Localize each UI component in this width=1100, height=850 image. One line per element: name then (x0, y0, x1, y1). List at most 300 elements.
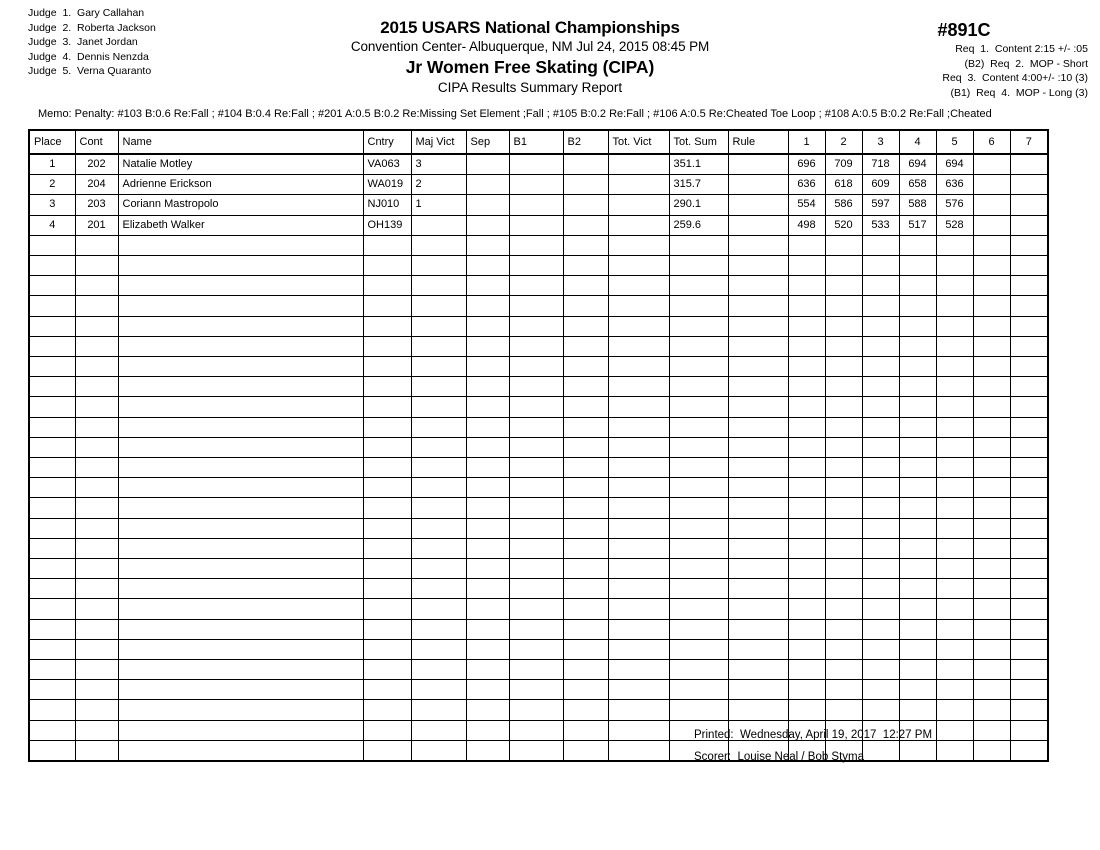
cell-empty (788, 579, 825, 599)
cell-empty (936, 700, 973, 720)
cell-b1 (509, 154, 563, 175)
cell-empty (608, 498, 669, 518)
cell-empty (1010, 740, 1048, 761)
cell-empty (728, 397, 788, 417)
cell-judge-6 (973, 154, 1010, 175)
cell-empty (973, 276, 1010, 296)
table-header-row (29, 130, 1048, 154)
cell-empty (75, 680, 118, 700)
table-row-empty (29, 619, 1048, 639)
cell-empty (899, 316, 936, 336)
cell-empty (936, 740, 973, 761)
cell-empty (118, 579, 363, 599)
cell-empty (1010, 518, 1048, 538)
cell-tot_sum: 259.6 (669, 215, 728, 235)
cell-empty (411, 498, 466, 518)
cell-empty (669, 336, 728, 356)
cell-empty (862, 639, 899, 659)
cell-empty (75, 478, 118, 498)
cell-empty (509, 498, 563, 518)
cell-empty (825, 417, 862, 437)
table-row-empty (29, 417, 1048, 437)
cell-empty (363, 660, 411, 680)
cell-empty (728, 639, 788, 659)
cell-empty (1010, 660, 1048, 680)
cell-empty (363, 538, 411, 558)
cell-empty (363, 316, 411, 336)
cell-empty (411, 235, 466, 255)
cell-empty (669, 458, 728, 478)
cell-empty (29, 316, 75, 336)
cell-empty (608, 740, 669, 761)
table-row-empty (29, 599, 1048, 619)
judge-entry-4: Judge 4. Dennis Nenzda (28, 50, 149, 63)
cell-empty (411, 680, 466, 700)
cell-empty (728, 700, 788, 720)
cell-empty (466, 700, 509, 720)
cell-empty (1010, 538, 1048, 558)
cell-empty (788, 437, 825, 457)
cell-empty (899, 276, 936, 296)
cell-empty (29, 740, 75, 761)
cell-empty (75, 316, 118, 336)
cell-empty (563, 740, 608, 761)
cell-empty (29, 437, 75, 457)
cell-empty (411, 579, 466, 599)
cell-empty (75, 559, 118, 579)
event-title: Jr Women Free Skating (CIPA) (405, 57, 655, 77)
cell-empty (466, 498, 509, 518)
cell-empty (862, 417, 899, 437)
cell-cont: 202 (75, 154, 118, 175)
cell-judge-3: 609 (862, 175, 899, 195)
cell-empty (973, 377, 1010, 397)
cell-empty (509, 296, 563, 316)
cell-tot_sum: 351.1 (669, 154, 728, 175)
cell-empty (936, 296, 973, 316)
cell-empty (936, 256, 973, 276)
report-subtitle: CIPA Results Summary Report (437, 80, 623, 95)
cell-empty (973, 639, 1010, 659)
cell-empty (669, 417, 728, 437)
cell-empty (75, 660, 118, 680)
cell-empty (411, 276, 466, 296)
cell-empty (411, 740, 466, 761)
cell-empty (29, 276, 75, 296)
cell-empty (936, 437, 973, 457)
cell-empty (509, 478, 563, 498)
cell-empty (608, 377, 669, 397)
cell-empty (466, 579, 509, 599)
cell-empty (608, 458, 669, 478)
cell-empty (118, 700, 363, 720)
cell-empty (75, 599, 118, 619)
cell-empty (973, 680, 1010, 700)
report-header (0, 0, 1100, 102)
title-block (260, 18, 800, 97)
cell-empty (788, 599, 825, 619)
cell-empty (29, 417, 75, 437)
cell-empty (788, 660, 825, 680)
cell-empty (788, 235, 825, 255)
cell-empty (75, 538, 118, 558)
cell-rule (728, 215, 788, 235)
table-row-empty (29, 498, 1048, 518)
cell-empty (608, 235, 669, 255)
cell-empty (899, 498, 936, 518)
cell-empty (75, 458, 118, 478)
cell-empty (1010, 619, 1048, 639)
cell-empty (973, 740, 1010, 761)
cell-empty (788, 538, 825, 558)
table-row-empty (29, 377, 1048, 397)
cell-empty (1010, 559, 1048, 579)
cell-tot_vict (608, 215, 669, 235)
cell-empty (411, 316, 466, 336)
table-row-empty (29, 235, 1048, 255)
cell-empty (936, 538, 973, 558)
cell-empty (1010, 498, 1048, 518)
table-row-empty (29, 579, 1048, 599)
cell-empty (862, 700, 899, 720)
cell-empty (363, 720, 411, 740)
cell-empty (75, 437, 118, 457)
cell-empty (788, 639, 825, 659)
cell-empty (936, 276, 973, 296)
cell-judge-3: 597 (862, 195, 899, 215)
cell-empty (728, 498, 788, 518)
cell-b2 (563, 154, 608, 175)
judge-panel (28, 6, 156, 79)
cell-maj_vict (411, 215, 466, 235)
cell-maj_vict: 2 (411, 175, 466, 195)
cell-empty (973, 538, 1010, 558)
cell-empty (669, 316, 728, 336)
cell-empty (899, 417, 936, 437)
cell-empty (509, 417, 563, 437)
cell-empty (563, 296, 608, 316)
cell-rule (728, 154, 788, 175)
cell-empty (118, 397, 363, 417)
cell-empty (563, 700, 608, 720)
cell-empty (862, 538, 899, 558)
cell-empty (363, 377, 411, 397)
cell-empty (669, 235, 728, 255)
cell-empty (788, 316, 825, 336)
results-table-wrap (28, 129, 1048, 762)
cell-empty (466, 235, 509, 255)
cell-empty (118, 276, 363, 296)
cell-empty (788, 296, 825, 316)
requirement-entry-3: Req 3. Content 4:00+/- :10 (3) (916, 72, 1088, 84)
cell-empty (728, 437, 788, 457)
cell-empty (669, 256, 728, 276)
cell-empty (899, 639, 936, 659)
cell-empty (563, 559, 608, 579)
cell-empty (608, 357, 669, 377)
cell-empty (411, 660, 466, 680)
cell-empty (509, 639, 563, 659)
cell-judge-4: 588 (899, 195, 936, 215)
cell-empty (728, 417, 788, 437)
cell-name: Adrienne Erickson (118, 175, 363, 195)
cell-empty (1010, 680, 1048, 700)
cell-empty (899, 235, 936, 255)
cell-empty (825, 437, 862, 457)
cell-empty (669, 700, 728, 720)
cell-empty (825, 458, 862, 478)
cell-empty (118, 619, 363, 639)
cell-empty (75, 720, 118, 740)
cell-empty (363, 417, 411, 437)
cell-empty (411, 700, 466, 720)
cell-empty (1010, 377, 1048, 397)
cell-judge-6 (973, 215, 1010, 235)
cell-empty (825, 639, 862, 659)
cell-empty (973, 518, 1010, 538)
cell-empty (411, 397, 466, 417)
cell-empty (118, 437, 363, 457)
cell-empty (899, 680, 936, 700)
cell-empty (728, 579, 788, 599)
championship-title: 2015 USARS National Championships (380, 18, 680, 37)
table-row (29, 195, 1048, 215)
cell-empty (29, 256, 75, 276)
cell-empty (1010, 700, 1048, 720)
cell-empty (563, 518, 608, 538)
table-row-empty (29, 680, 1048, 700)
cell-empty (862, 478, 899, 498)
cell-empty (788, 417, 825, 437)
cell-empty (563, 478, 608, 498)
cell-empty (608, 397, 669, 417)
cell-empty (788, 619, 825, 639)
cell-empty (608, 720, 669, 740)
cell-empty (862, 256, 899, 276)
cell-empty (973, 619, 1010, 639)
cell-empty (466, 417, 509, 437)
table-row-empty (29, 336, 1048, 356)
cell-empty (1010, 639, 1048, 659)
cell-empty (862, 276, 899, 296)
cell-empty (973, 559, 1010, 579)
cell-empty (862, 377, 899, 397)
cell-empty (363, 357, 411, 377)
cell-empty (973, 478, 1010, 498)
cell-empty (608, 478, 669, 498)
cell-empty (75, 579, 118, 599)
cell-empty (669, 357, 728, 377)
cell-empty (936, 720, 973, 740)
printed-line: Printed: Wednesday, April 19, 2017 12:27 PM (694, 729, 933, 741)
column-header-cont: Cont (75, 130, 118, 154)
cell-empty (1010, 599, 1048, 619)
cell-judge-5: 528 (936, 215, 973, 235)
table-row-empty (29, 518, 1048, 538)
cell-empty (118, 559, 363, 579)
cell-empty (973, 498, 1010, 518)
column-header-1: 1 (788, 130, 825, 154)
cell-empty (466, 680, 509, 700)
cell-empty (825, 397, 862, 417)
cell-empty (899, 458, 936, 478)
cell-empty (118, 680, 363, 700)
cell-empty (788, 478, 825, 498)
cell-empty (411, 639, 466, 659)
cell-empty (936, 639, 973, 659)
cell-empty (728, 458, 788, 478)
cell-empty (509, 437, 563, 457)
cell-empty (669, 579, 728, 599)
cell-empty (899, 619, 936, 639)
cell-empty (466, 599, 509, 619)
cell-empty (728, 619, 788, 639)
cell-empty (899, 538, 936, 558)
cell-empty (563, 660, 608, 680)
cell-empty (1010, 235, 1048, 255)
cell-empty (825, 518, 862, 538)
cell-empty (728, 316, 788, 336)
cell-empty (563, 377, 608, 397)
cell-empty (899, 357, 936, 377)
cell-empty (862, 599, 899, 619)
cell-empty (509, 619, 563, 639)
cell-empty (825, 336, 862, 356)
cell-empty (75, 700, 118, 720)
cell-empty (936, 498, 973, 518)
cell-empty (466, 619, 509, 639)
cell-place: 3 (29, 195, 75, 215)
cell-empty (973, 397, 1010, 417)
cell-empty (862, 316, 899, 336)
table-row-empty (29, 256, 1048, 276)
cell-empty (118, 417, 363, 437)
cell-empty (75, 336, 118, 356)
table-row-empty (29, 316, 1048, 336)
cell-empty (29, 639, 75, 659)
cell-rule (728, 175, 788, 195)
cell-empty (466, 720, 509, 740)
cell-empty (411, 599, 466, 619)
cell-b2 (563, 175, 608, 195)
cell-empty (563, 538, 608, 558)
cell-empty (788, 377, 825, 397)
cell-empty (788, 559, 825, 579)
cell-b1 (509, 215, 563, 235)
cell-empty (118, 639, 363, 659)
requirement-entry-4: (B1) Req 4. MOP - Long (3) (950, 86, 1088, 99)
cell-empty (899, 336, 936, 356)
cell-empty (363, 296, 411, 316)
cell-empty (936, 660, 973, 680)
cell-empty (608, 579, 669, 599)
cell-empty (29, 579, 75, 599)
cell-empty (466, 336, 509, 356)
cell-empty (29, 599, 75, 619)
cell-empty (466, 518, 509, 538)
cell-cont: 204 (75, 175, 118, 195)
cell-empty (825, 599, 862, 619)
cell-empty (728, 235, 788, 255)
cell-name: Natalie Motley (118, 154, 363, 175)
table-row-empty (29, 559, 1048, 579)
cell-empty (669, 296, 728, 316)
cell-empty (728, 559, 788, 579)
column-header-tot-sum: Tot. Sum (669, 130, 728, 154)
cell-empty (608, 336, 669, 356)
table-row (29, 175, 1048, 195)
column-header-tot-vict: Tot. Vict (608, 130, 669, 154)
cell-empty (728, 660, 788, 680)
cell-empty (509, 357, 563, 377)
table-row-empty (29, 700, 1048, 720)
column-header-4: 4 (899, 130, 936, 154)
cell-empty (862, 235, 899, 255)
cell-empty (509, 660, 563, 680)
cell-judge-7 (1010, 195, 1048, 215)
cell-maj_vict: 1 (411, 195, 466, 215)
cell-empty (728, 680, 788, 700)
cell-empty (509, 538, 563, 558)
cell-tot_sum: 290.1 (669, 195, 728, 215)
cell-judge-2: 586 (825, 195, 862, 215)
cell-empty (466, 256, 509, 276)
cell-empty (29, 235, 75, 255)
cell-empty (669, 437, 728, 457)
cell-empty (899, 256, 936, 276)
cell-empty (118, 458, 363, 478)
cell-judge-5: 694 (936, 154, 973, 175)
cell-empty (1010, 296, 1048, 316)
cell-empty (118, 357, 363, 377)
requirement-entry-1: Req 1. Content 2:15 +/- :05 (928, 43, 1088, 55)
cell-empty (411, 256, 466, 276)
cell-empty (363, 498, 411, 518)
cell-empty (899, 599, 936, 619)
cell-empty (825, 235, 862, 255)
table-row-empty (29, 538, 1048, 558)
cell-empty (509, 599, 563, 619)
cell-empty (825, 478, 862, 498)
cell-empty (788, 357, 825, 377)
cell-empty (862, 660, 899, 680)
cell-empty (466, 660, 509, 680)
cell-empty (608, 538, 669, 558)
cell-empty (1010, 397, 1048, 417)
cell-empty (728, 599, 788, 619)
cell-empty (973, 256, 1010, 276)
cell-empty (788, 680, 825, 700)
cell-judge-5: 636 (936, 175, 973, 195)
cell-empty (899, 700, 936, 720)
cell-sep (466, 175, 509, 195)
cell-empty (466, 397, 509, 417)
cell-empty (825, 296, 862, 316)
cell-empty (1010, 458, 1048, 478)
cell-empty (363, 559, 411, 579)
cell-empty (608, 619, 669, 639)
cell-empty (973, 720, 1010, 740)
cell-empty (29, 619, 75, 639)
cell-empty (563, 639, 608, 659)
cell-empty (466, 740, 509, 761)
judge-entry-2: Judge 2. Roberta Jackson (28, 21, 156, 34)
cell-empty (509, 579, 563, 599)
cell-empty (563, 619, 608, 639)
cell-empty (509, 276, 563, 296)
cell-empty (825, 619, 862, 639)
results-table (28, 129, 1049, 762)
